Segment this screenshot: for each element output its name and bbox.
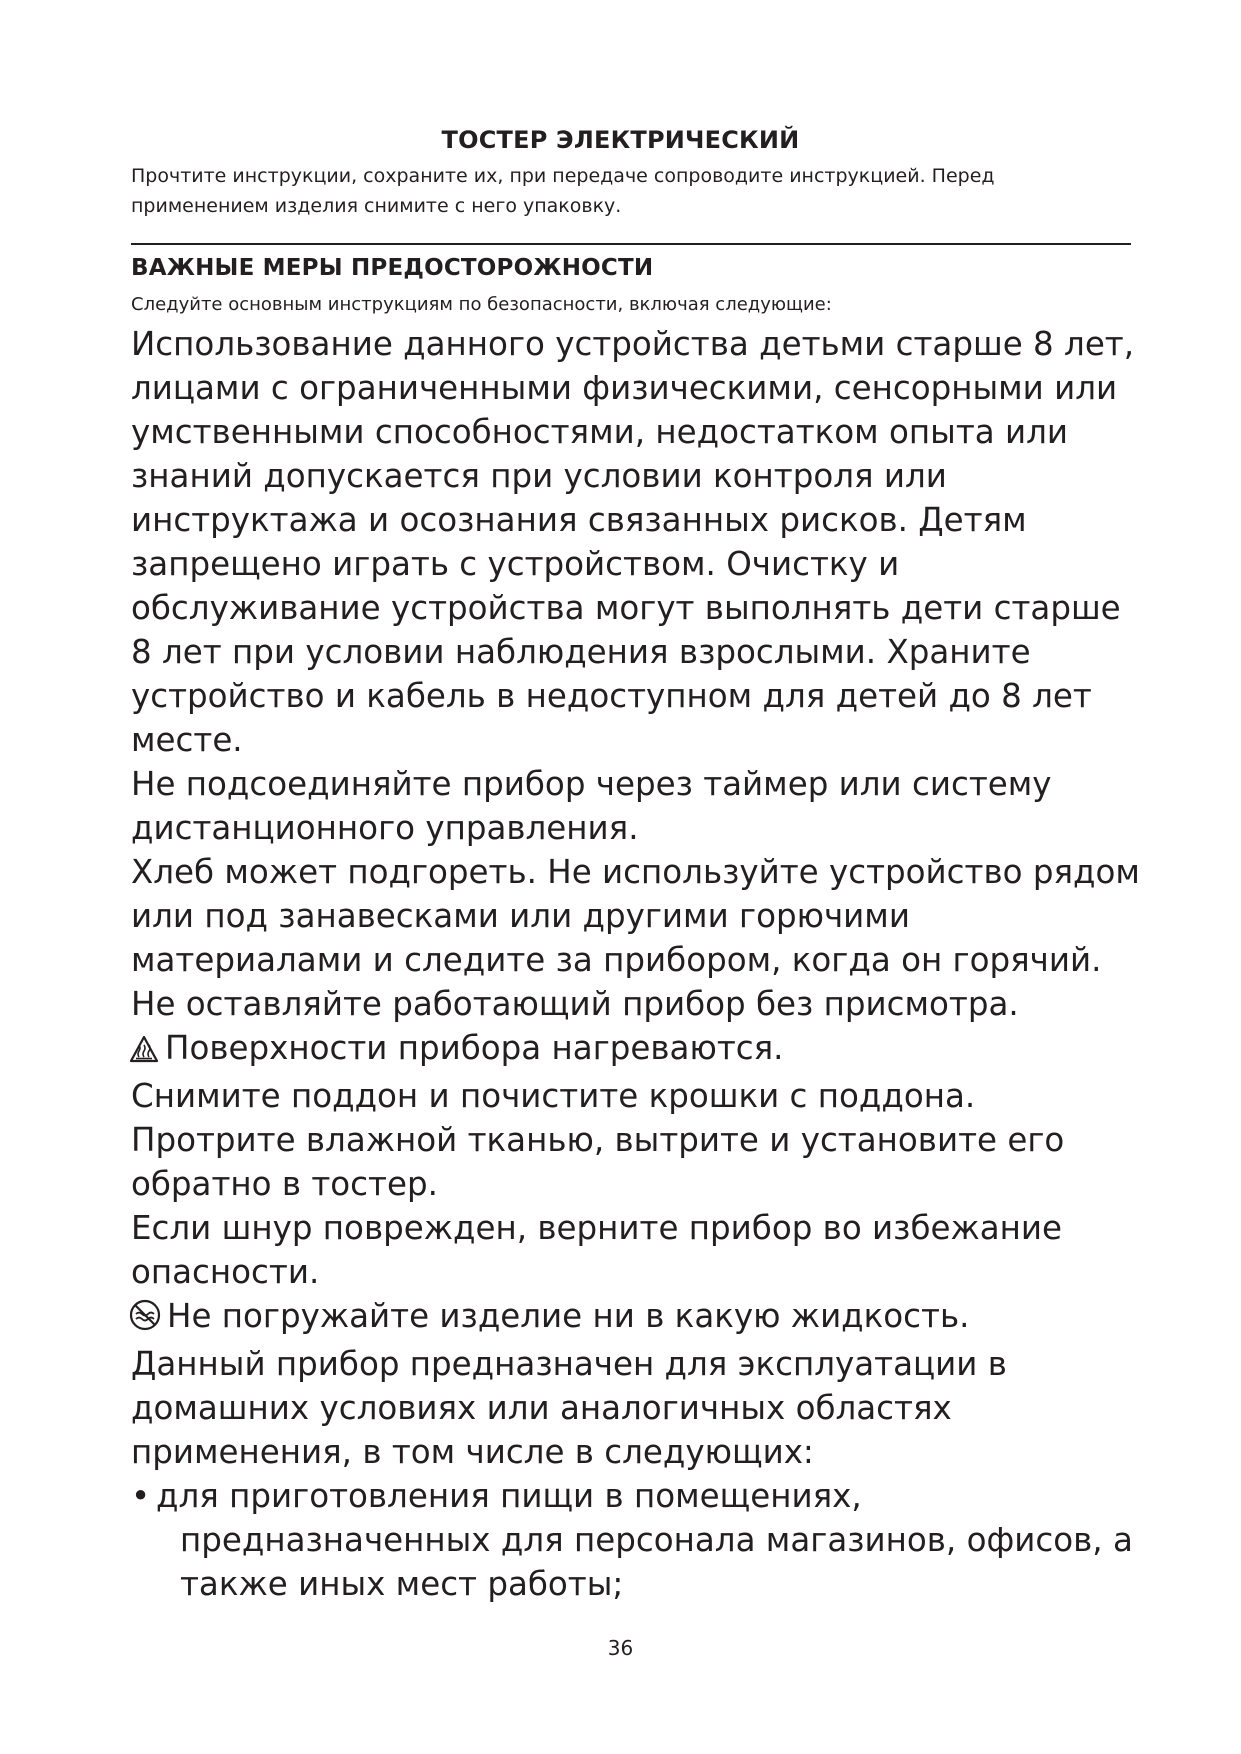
paragraph-damaged-cord: Если шнур поврежден, верните прибор во избежание опасности.	[131, 1209, 1063, 1291]
bullet-marker: •	[131, 1477, 151, 1515]
document-title: ТОСТЕР ЭЛЕКТРИЧЕСКИЙ	[441, 126, 800, 154]
intro-text: Прочтите инструкции, сохраните их, при передаче сопроводите инструкцией. Перед применением изделия снимите с него упаковку.	[131, 165, 995, 217]
paragraph-crumb-tray: Снимите поддон и почистите крошки с поддона.	[131, 1077, 976, 1115]
paragraph-hot-surfaces	[129, 1026, 1141, 1074]
safety-instructions	[131, 322, 1141, 1606]
paragraph-intended-use: Данный прибор предназначен для эксплуатации в домашних условиях или аналогичных областях применения, в том числе в следующих:	[131, 1345, 1007, 1471]
section-subheading: Следуйте основным инструкциям по безопасности, включая следующие:	[131, 294, 832, 315]
list-item	[131, 1474, 1141, 1606]
hot-surface-warning-icon	[129, 1030, 159, 1074]
paragraph-children-usage: Использование данного устройства детьми старше 8 лет, лицами с ограниченными физическими, сенсорными или умственными способностями, недостатком опыта или знаний допускается при условии контроля или инструктажа и осознания связанных рисков. Детям запрещено играть с устройством. Очистку и обслуживание устройства могут выполнять дети старше 8 лет при условии наблюдения взрослыми. Храните устройство и кабель в недоступном для детей до 8 лет месте.	[131, 325, 1135, 759]
hot-surfaces-text: Поверхности прибора нагреваются.	[165, 1029, 784, 1067]
paragraph-wipe: Протрите влажной тканью, вытрите и установите его обратно в тостер.	[131, 1121, 1065, 1203]
no-immersion-text: Не погружайте изделие ни в какую жидкость.	[167, 1297, 970, 1335]
paragraph-unattended: Не оставляйте работающий прибор без присмотра.	[131, 985, 1019, 1023]
paragraph-no-immersion	[129, 1294, 1141, 1342]
section-divider	[131, 243, 1131, 245]
paragraph-timer: Не подсоединяйте прибор через таймер или систему дистанционного управления.	[131, 765, 1052, 847]
paragraph-bread-burn: Хлеб может подгореть. Не используйте устройство рядом или под занавесками или другими горючими материалами и следите за прибором, когда он горячий.	[131, 853, 1140, 979]
bullet-continuation: предназначенных для персонала магазинов, офисов, а также иных мест работы;	[180, 1521, 1133, 1603]
page-number: 36	[607, 1636, 634, 1660]
bullet-first-line: для приготовления пищи в помещениях,	[156, 1477, 862, 1515]
section-heading: ВАЖНЫЕ МЕРЫ ПРЕДОСТОРОЖНОСТИ	[131, 255, 654, 281]
no-immersion-icon	[129, 1298, 161, 1342]
